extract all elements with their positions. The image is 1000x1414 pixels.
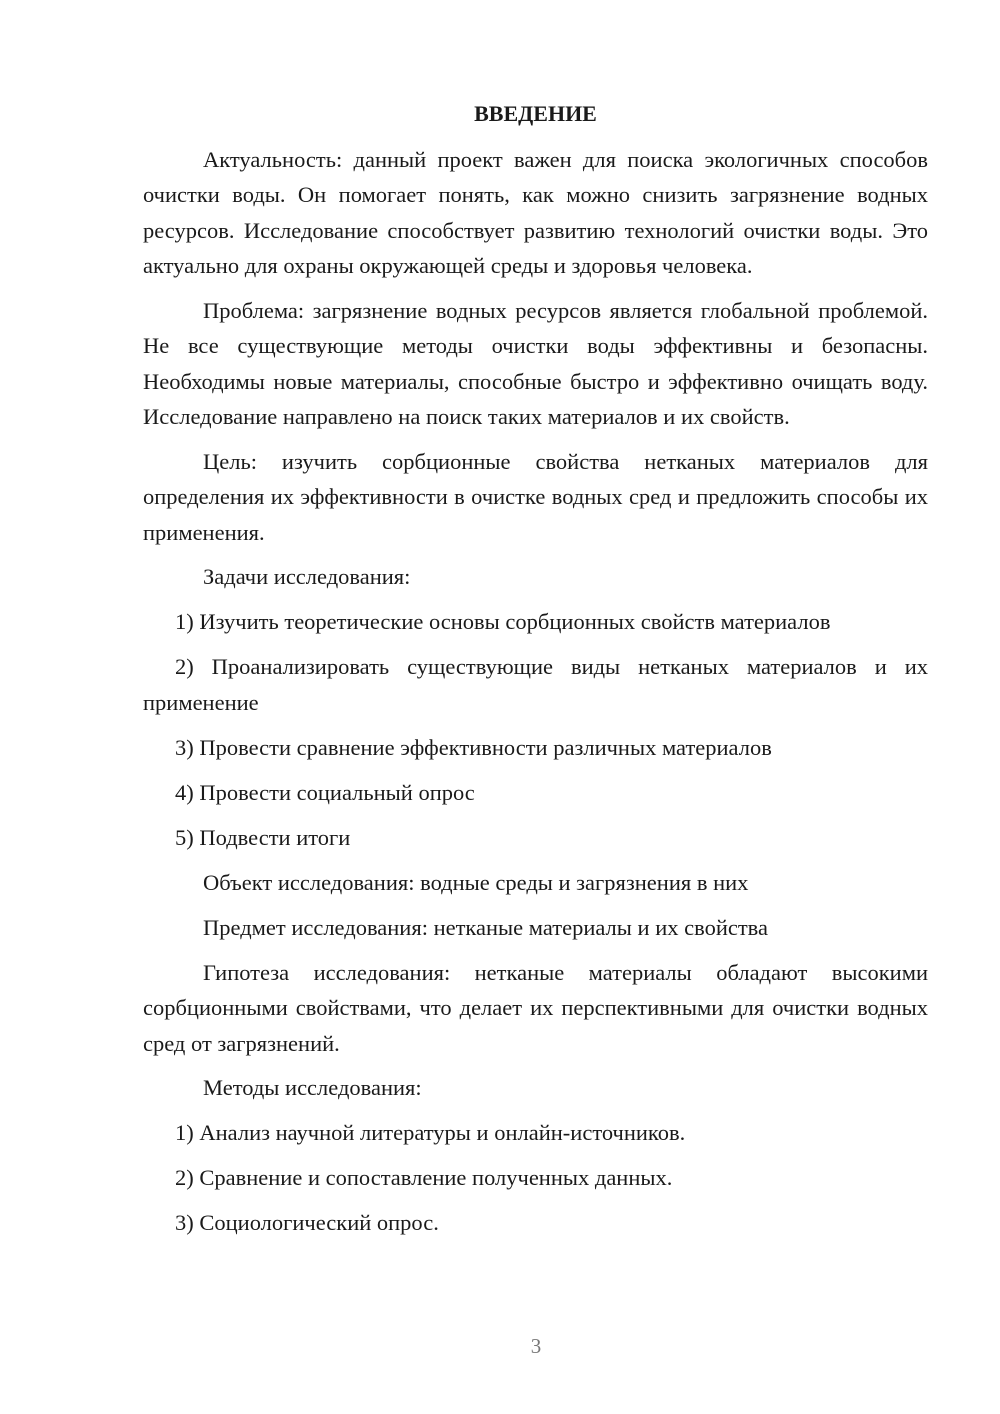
methods-title: Методы исследования: xyxy=(203,1075,422,1100)
subject-line: Предмет исследования: нетканые материалы и их свойства xyxy=(203,914,768,940)
task-item: 2) Проанализировать существующие виды нетканых материалов и их применение xyxy=(143,654,928,715)
page-number: 3 xyxy=(530,1334,542,1358)
relevance-paragraph: Актуальность: данный проект важен для поиска экологичных способов очистки воды. Он помогает понять, как можно снизить загрязнение водных ресурсов. Исследование способствует развитию технологий очистки воды. Это актуально для охраны окружающей среды и здоровья человека. xyxy=(143,146,928,278)
task-item: 1) Изучить теоретические основы сорбционных свойств материалов xyxy=(175,609,831,634)
tasks-title: Задачи исследования: xyxy=(203,564,411,589)
problem-paragraph: Проблема: загрязнение водных ресурсов является глобальной проблемой. Не все существующие методы очистки воды эффективны и безопасны. Необходимы новые материалы, способные быстро и эффективно очищать воду. Исследование направлено на поиск таких материалов и их свойств. xyxy=(143,297,928,429)
task-item: 4) Провести социальный опрос xyxy=(175,779,475,805)
hypothesis-paragraph: Гипотеза исследования: нетканые материалы обладают высокими сорбционными свойствами, что делает их перспективными для очистки водных сред от загрязнений. xyxy=(143,959,928,1056)
task-item: 3) Провести сравнение эффективности различных материалов xyxy=(175,734,772,760)
method-item: 2) Сравнение и сопоставление полученных данных. xyxy=(175,1165,673,1190)
goal-paragraph: Цель: изучить сорбционные свойства нетканых материалов для определения их эффективности в очистке водных сред и предложить способы их применения. xyxy=(143,448,928,545)
method-item: 3) Социологический опрос. xyxy=(175,1210,439,1235)
document-body xyxy=(143,96,928,1250)
object-line: Объект исследования: водные среды и загрязнения в них xyxy=(203,869,749,895)
task-item: 5) Подвести итоги xyxy=(175,824,351,850)
section-heading: ВВЕДЕНИЕ xyxy=(474,101,597,126)
method-item: 1) Анализ научной литературы и онлайн-источников. xyxy=(175,1120,686,1145)
